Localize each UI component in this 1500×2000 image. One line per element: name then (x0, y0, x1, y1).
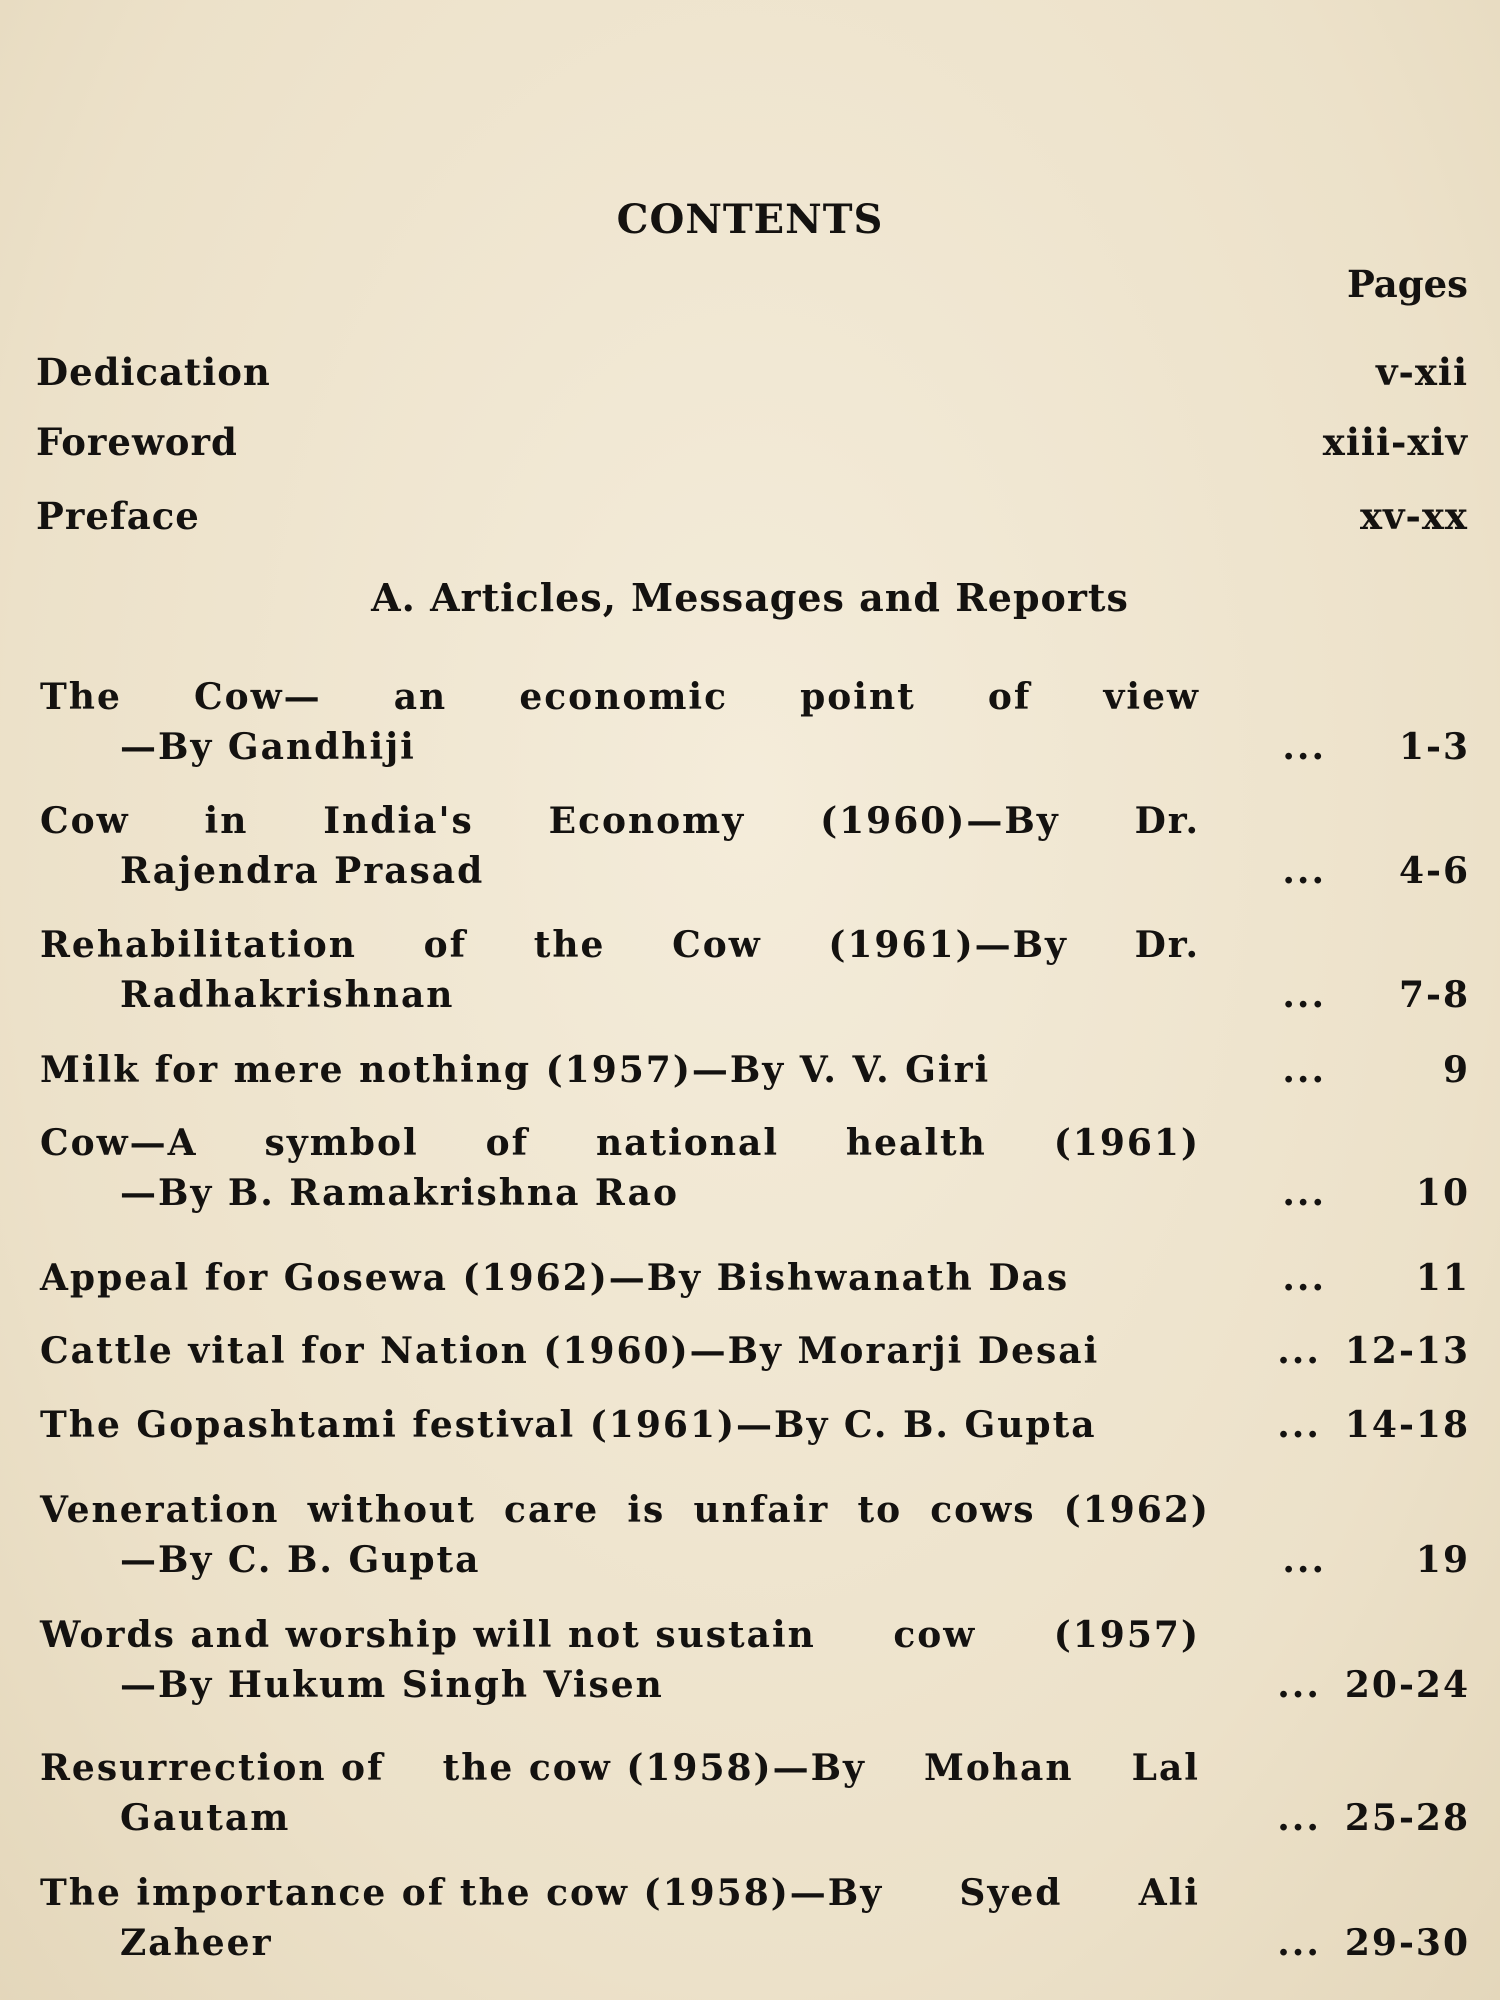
front-matter-pages: xiii-xiv (1322, 420, 1468, 464)
entry-pages: 29-30 (1344, 1922, 1470, 1964)
front-matter-pages: v-xii (1375, 350, 1468, 394)
toc-entry (40, 1743, 1470, 1843)
contents-title: CONTENTS (616, 196, 884, 243)
toc-entry (40, 1326, 1470, 1376)
toc-entry (40, 1118, 1470, 1218)
title-word: an (393, 676, 448, 718)
title-word: The importance of the cow (1958)—By (40, 1872, 884, 1914)
entry-pages: 14-18 (1344, 1404, 1470, 1446)
title-word: health (845, 1122, 987, 1164)
entry-pages: 1-3 (1398, 726, 1470, 768)
title-word: national (596, 1122, 779, 1164)
front-matter-foreword (36, 420, 1468, 470)
title-word: in (204, 800, 249, 842)
toc-entry (40, 920, 1470, 1020)
front-matter-label: Foreword (36, 420, 238, 464)
title-word: cows (930, 1489, 1036, 1531)
entry-pages: 4-6 (1398, 850, 1470, 892)
entry-pages: 19 (1415, 1539, 1470, 1581)
title-word: Cow—A (40, 1122, 198, 1164)
title-word: of (987, 676, 1032, 718)
title-word: Cow (672, 924, 762, 966)
title-word: (1961) (1053, 1122, 1200, 1164)
entry-title: Appeal for Gosewa (1962)—By Bishwanath Das (40, 1257, 1070, 1299)
toc-entry (40, 1253, 1470, 1303)
title-word: Dr. (1134, 924, 1200, 966)
leader-dots: ... (1282, 1049, 1326, 1091)
leader-dots: ... (1282, 1539, 1326, 1581)
entry-pages: 12-13 (1344, 1330, 1470, 1372)
front-matter-pages: xv-xx (1359, 494, 1468, 538)
title-word: is (627, 1489, 666, 1531)
title-word: Ali (1138, 1872, 1200, 1914)
leader-dots: ... (1282, 726, 1326, 768)
entry-pages: 7-8 (1398, 974, 1470, 1016)
leader-dots: ... (1282, 850, 1326, 892)
title-word: Rehabilitation (40, 924, 357, 966)
entry-title: Cattle vital for Nation (1960)—By Morarji Desai (40, 1330, 1100, 1372)
entry-author: —By Gandhiji (120, 726, 416, 768)
toc-entry (40, 1485, 1470, 1585)
entry-pages: 11 (1415, 1257, 1470, 1299)
title-word: the (533, 924, 606, 966)
entry-author: Zaheer (120, 1922, 273, 1964)
toc-entry (40, 672, 1470, 772)
front-matter-preface (36, 494, 1468, 544)
entry-author: Rajendra Prasad (120, 850, 485, 892)
title-word: (1960)—By (820, 800, 1060, 842)
toc-entry (40, 1610, 1470, 1710)
title-word: of (423, 924, 468, 966)
title-word: Veneration (40, 1489, 280, 1531)
entry-author: Gautam (120, 1797, 291, 1839)
title-word: the cow (1958)—By (442, 1747, 866, 1789)
title-word: (1957) (1053, 1614, 1200, 1656)
title-word: care (504, 1489, 600, 1531)
entry-author: —By Hukum Singh Visen (120, 1664, 664, 1706)
leader-dots: ... (1282, 1172, 1326, 1214)
entry-author: Radhakrishnan (120, 974, 455, 1016)
entry-pages: 25-28 (1344, 1797, 1470, 1839)
title-word: of (485, 1122, 530, 1164)
leader-dots: ... (1277, 1404, 1321, 1446)
title-word: Syed (959, 1872, 1063, 1914)
leader-dots: ... (1282, 1257, 1326, 1299)
pages-column-label: Pages (1346, 262, 1468, 306)
entry-title: Milk for mere nothing (1957)—By V. V. Giri (40, 1049, 991, 1091)
front-matter-label: Preface (36, 494, 200, 538)
title-word: economic (519, 676, 729, 718)
title-word: Resurrection of (40, 1747, 385, 1789)
title-word: to (857, 1489, 903, 1531)
title-word: Cow (40, 800, 130, 842)
leader-dots: ... (1277, 1330, 1321, 1372)
title-word: (1961)—By (828, 924, 1068, 966)
toc-entry (40, 1045, 1470, 1095)
title-word: Cow— (193, 676, 322, 718)
title-word: cow (893, 1614, 977, 1656)
toc-entry (40, 1868, 1470, 1968)
title-word: India's (323, 800, 474, 842)
leader-dots: ... (1277, 1922, 1321, 1964)
title-word: symbol (264, 1122, 419, 1164)
title-word: Mohan (924, 1747, 1074, 1789)
toc-entry (40, 1400, 1470, 1450)
leader-dots: ... (1277, 1664, 1321, 1706)
section-heading: A. Articles, Messages and Reports (371, 575, 1129, 620)
title-word: The (40, 676, 122, 718)
leader-dots: ... (1282, 974, 1326, 1016)
title-word: view (1103, 676, 1200, 718)
title-word: Words and worship will not sustain (40, 1614, 816, 1656)
front-matter-dedication (36, 350, 1468, 400)
title-word: Economy (548, 800, 746, 842)
title-word: Dr. (1134, 800, 1200, 842)
entry-pages: 9 (1442, 1049, 1470, 1091)
title-word: (1962) (1063, 1489, 1210, 1531)
title-word: Lal (1131, 1747, 1200, 1789)
entry-title: The Gopashtami festival (1961)—By C. B. Gupta (40, 1404, 1097, 1446)
title-word: unfair (693, 1489, 830, 1531)
title-word: point (800, 676, 916, 718)
entry-pages: 10 (1415, 1172, 1470, 1214)
entry-author: —By C. B. Gupta (120, 1539, 481, 1581)
front-matter-label: Dedication (36, 350, 271, 394)
entry-author: —By B. Ramakrishna Rao (120, 1172, 680, 1214)
toc-entry (40, 796, 1470, 896)
leader-dots: ... (1277, 1797, 1321, 1839)
entry-pages: 20-24 (1344, 1664, 1470, 1706)
title-word: without (307, 1489, 476, 1531)
